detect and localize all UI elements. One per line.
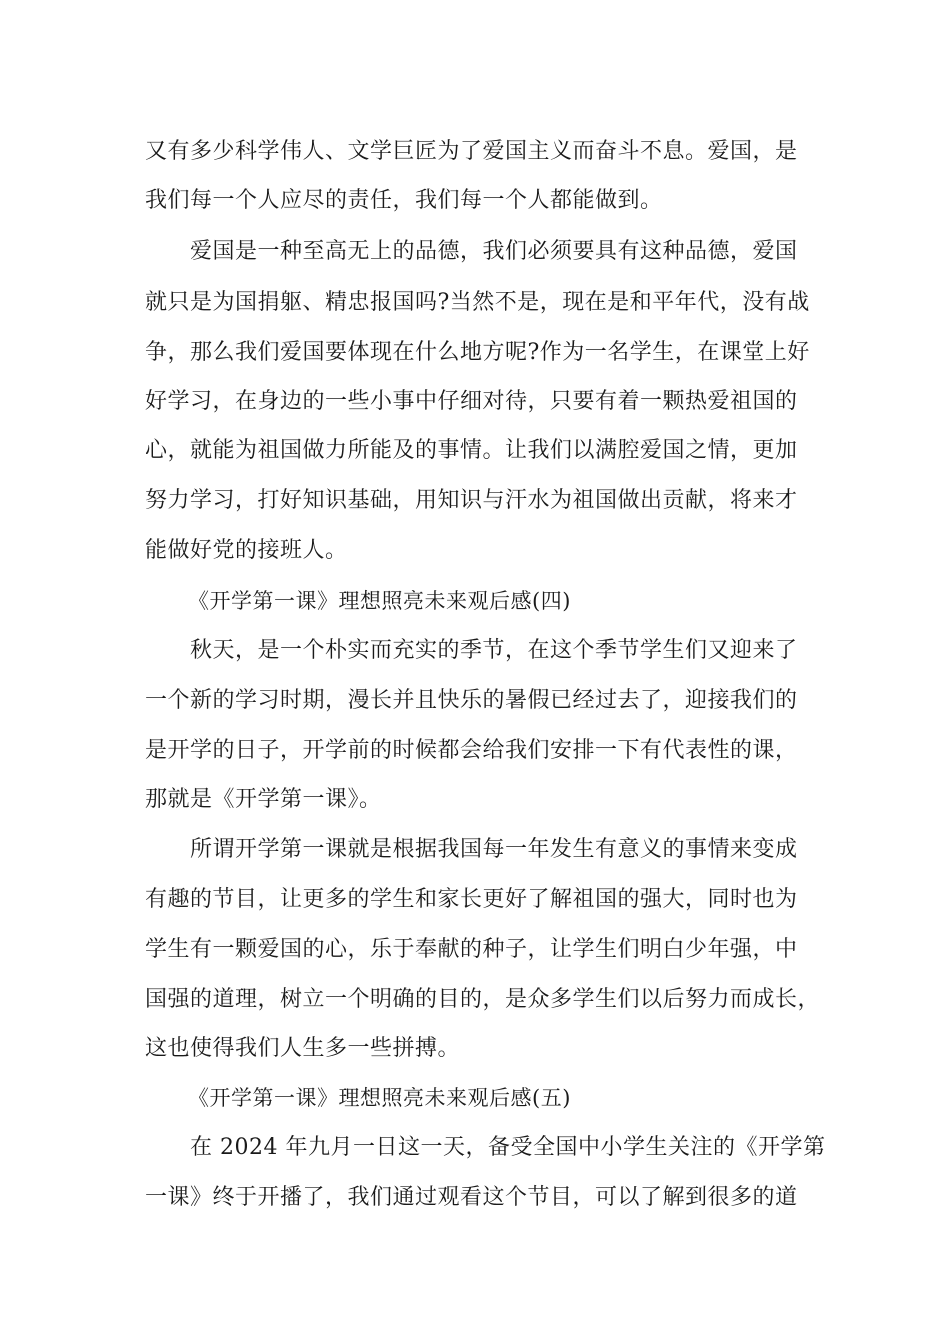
paragraph-line: 这也使得我们人生多一些拼搏。: [145, 1036, 461, 1061]
paragraph-line: 能做好党的接班人。: [145, 538, 348, 563]
paragraph-line: 在 2024 年九月一日这一天，备受全国中小学生关注的《开学第: [190, 1135, 826, 1160]
paragraph-line: 好学习，在身边的一些小事中仔细对待，只要有着一颗热爱祖国的: [145, 389, 798, 414]
paragraph-line: 努力学习，打好知识基础，用知识与汗水为祖国做出贡献，将来才: [145, 488, 798, 513]
paragraph-line: 有趣的节目，让更多的学生和家长更好了解祖国的强大，同时也为: [145, 887, 798, 912]
paragraph-line: 一课》终于开播了，我们通过观看这个节目，可以了解到很多的道: [145, 1185, 798, 1210]
paragraph-line: 爱国是一种至高无上的品德，我们必须要具有这种品德，爱国: [190, 239, 798, 264]
paragraph-line: 是开学的日子，开学前的时候都会给我们安排一下有代表性的课，: [145, 738, 798, 763]
paragraph-line: 秋天，是一个朴实而充实的季节，在这个季节学生们又迎来了: [190, 638, 798, 663]
paragraph-line: 那就是《开学第一课》。: [145, 787, 382, 812]
paragraph-line: 又有多少科学伟人、文学巨匠为了爱国主义而奋斗不息。爱国，是: [145, 139, 798, 164]
paragraph-line: 争，那么我们爱国要体现在什么地方呢?作为一名学生，在课堂上好: [145, 340, 810, 365]
section-heading: 《开学第一课》理想照亮未来观后感(四): [188, 589, 571, 613]
paragraph-line: 一个新的学习时期，漫长并且快乐的暑假已经过去了，迎接我们的: [145, 688, 798, 713]
section-heading: 《开学第一课》理想照亮未来观后感(五): [188, 1086, 571, 1110]
paragraph-line: 国强的道理，树立一个明确的目的，是众多学生们以后努力而成长，: [145, 987, 821, 1012]
paragraph-line: 我们每一个人应尽的责任，我们每一个人都能做到。: [145, 188, 663, 213]
paragraph-line: 所谓开学第一课就是根据我国每一年发生有意义的事情来变成: [190, 837, 798, 862]
paragraph-line: 就只是为国捐躯、精忠报国吗?当然不是，现在是和平年代，没有战: [145, 290, 810, 315]
paragraph-line: 学生有一颗爱国的心，乐于奉献的种子，让学生们明白少年强，中: [145, 937, 798, 962]
paragraph-line: 心，就能为祖国做力所能及的事情。让我们以满腔爱国之情，更加: [145, 438, 798, 463]
